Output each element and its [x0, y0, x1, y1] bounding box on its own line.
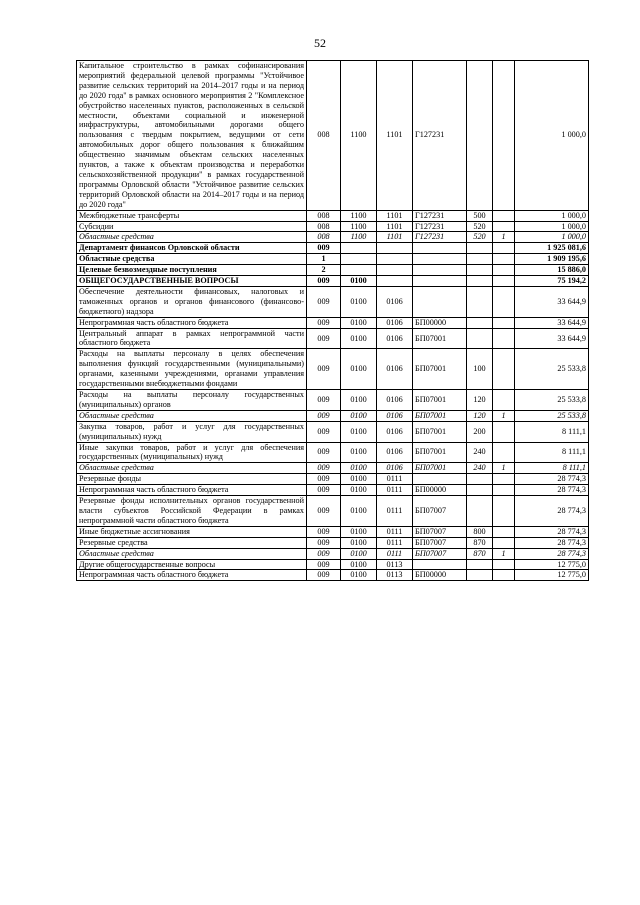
table-row [77, 328, 589, 349]
table-row [77, 496, 589, 527]
item-name-cell: Расходы на выплаты персоналу в целях обеспечения выполнения функций государственными (муниципальными) органами, казенными учреждениями, органами управления государственными внебюджетными фондами [77, 349, 307, 390]
budget-table-body [77, 61, 589, 581]
subsection-code-cell: 1101 [377, 61, 413, 211]
expense-type-cell: 120 [467, 410, 493, 421]
grbs-code-cell: 009 [307, 548, 341, 559]
table-row [77, 232, 589, 243]
grbs-code-cell: 009 [307, 526, 341, 537]
target-article-cell [413, 474, 467, 485]
funding-source-cell [493, 210, 515, 221]
expense-type-cell: 100 [467, 349, 493, 390]
section-code-cell: 0100 [341, 410, 377, 421]
item-name-cell: Областные средства [77, 463, 307, 474]
expense-type-cell [467, 265, 493, 276]
item-name-cell: Областные средства [77, 254, 307, 265]
expense-type-cell: 200 [467, 421, 493, 442]
expense-type-cell [467, 474, 493, 485]
target-article-cell: БП07001 [413, 390, 467, 411]
funding-source-cell: 1 [493, 410, 515, 421]
table-row [77, 276, 589, 287]
grbs-code-cell: 009 [307, 421, 341, 442]
target-article-cell: БП07007 [413, 548, 467, 559]
target-article-cell: БП07001 [413, 442, 467, 463]
amount-cell: 28 774,3 [515, 474, 589, 485]
target-article-cell: Г127231 [413, 221, 467, 232]
target-article-cell [413, 559, 467, 570]
subsection-code-cell: 0111 [377, 548, 413, 559]
table-row [77, 286, 589, 317]
grbs-code-cell: 009 [307, 328, 341, 349]
table-row [77, 485, 589, 496]
table-row [77, 349, 589, 390]
subsection-code-cell [377, 243, 413, 254]
table-row [77, 254, 589, 265]
funding-source-cell: 1 [493, 232, 515, 243]
table-row [77, 243, 589, 254]
item-name-cell: Другие общегосударственные вопросы [77, 559, 307, 570]
subsection-code-cell: 0106 [377, 390, 413, 411]
section-code-cell: 0100 [341, 421, 377, 442]
table-row [77, 526, 589, 537]
amount-cell: 33 644,9 [515, 317, 589, 328]
section-code-cell: 0100 [341, 485, 377, 496]
subsection-code-cell: 0106 [377, 410, 413, 421]
amount-cell: 25 533,8 [515, 349, 589, 390]
section-code-cell: 0100 [341, 474, 377, 485]
subsection-code-cell: 0106 [377, 349, 413, 390]
target-article-cell [413, 243, 467, 254]
subsection-code-cell: 0106 [377, 421, 413, 442]
funding-source-cell: 1 [493, 463, 515, 474]
item-name-cell: Центральный аппарат в рамках непрограммной части областного бюджета [77, 328, 307, 349]
expense-type-cell: 800 [467, 526, 493, 537]
funding-source-cell [493, 537, 515, 548]
section-code-cell: 1100 [341, 221, 377, 232]
section-code-cell: 0100 [341, 570, 377, 581]
table-row [77, 61, 589, 211]
grbs-code-cell: 009 [307, 570, 341, 581]
table-row [77, 570, 589, 581]
target-article-cell: Г127231 [413, 61, 467, 211]
item-name-cell: Расходы на выплаты персоналу государственных (муниципальных) органов [77, 390, 307, 411]
expense-type-cell [467, 243, 493, 254]
expense-type-cell [467, 570, 493, 581]
grbs-code-cell: 008 [307, 221, 341, 232]
subsection-code-cell: 0111 [377, 537, 413, 548]
grbs-code-cell: 009 [307, 463, 341, 474]
expense-type-cell: 240 [467, 442, 493, 463]
grbs-code-cell: 009 [307, 390, 341, 411]
section-code-cell: 0100 [341, 317, 377, 328]
amount-cell: 75 194,2 [515, 276, 589, 287]
grbs-code-cell: 009 [307, 537, 341, 548]
grbs-code-cell: 009 [307, 410, 341, 421]
subsection-code-cell: 0113 [377, 559, 413, 570]
subsection-code-cell: 0111 [377, 526, 413, 537]
grbs-code-cell: 009 [307, 243, 341, 254]
expense-type-cell: 870 [467, 548, 493, 559]
grbs-code-cell: 008 [307, 210, 341, 221]
item-name-cell: Областные средства [77, 410, 307, 421]
target-article-cell: БП07001 [413, 410, 467, 421]
amount-cell: 12 775,0 [515, 570, 589, 581]
subsection-code-cell: 0106 [377, 442, 413, 463]
subsection-code-cell: 0111 [377, 496, 413, 527]
target-article-cell: БП00000 [413, 570, 467, 581]
subsection-code-cell: 1101 [377, 232, 413, 243]
section-code-cell: 0100 [341, 390, 377, 411]
item-name-cell: Резервные фонды [77, 474, 307, 485]
amount-cell: 25 533,8 [515, 410, 589, 421]
amount-cell: 28 774,3 [515, 496, 589, 527]
amount-cell: 12 775,0 [515, 559, 589, 570]
grbs-code-cell: 2 [307, 265, 341, 276]
funding-source-cell [493, 474, 515, 485]
table-row [77, 442, 589, 463]
amount-cell: 28 774,3 [515, 537, 589, 548]
grbs-code-cell: 009 [307, 276, 341, 287]
funding-source-cell [493, 243, 515, 254]
subsection-code-cell [377, 254, 413, 265]
grbs-code-cell: 008 [307, 232, 341, 243]
funding-source-cell [493, 221, 515, 232]
expense-type-cell [467, 276, 493, 287]
amount-cell: 28 774,3 [515, 548, 589, 559]
item-name-cell: Областные средства [77, 548, 307, 559]
section-code-cell [341, 254, 377, 265]
subsection-code-cell [377, 265, 413, 276]
section-code-cell: 0100 [341, 276, 377, 287]
expense-type-cell: 520 [467, 232, 493, 243]
funding-source-cell [493, 265, 515, 276]
amount-cell: 1 000,0 [515, 61, 589, 211]
funding-source-cell [493, 317, 515, 328]
expense-type-cell [467, 559, 493, 570]
target-article-cell [413, 265, 467, 276]
grbs-code-cell: 009 [307, 286, 341, 317]
item-name-cell: Департамент финансов Орловской области [77, 243, 307, 254]
target-article-cell: БП07007 [413, 526, 467, 537]
section-code-cell [341, 265, 377, 276]
amount-cell: 1 000,0 [515, 210, 589, 221]
item-name-cell: Непрограммная часть областного бюджета [77, 570, 307, 581]
subsection-code-cell: 1101 [377, 221, 413, 232]
section-code-cell: 0100 [341, 548, 377, 559]
expense-type-cell [467, 485, 493, 496]
item-name-cell: Резервные фонды исполнительных органов государственной власти субъектов Российской Федерации в рамках непрограммной части областного бюджета [77, 496, 307, 527]
section-code-cell: 1100 [341, 210, 377, 221]
grbs-code-cell: 009 [307, 474, 341, 485]
table-row [77, 548, 589, 559]
target-article-cell: БП00000 [413, 317, 467, 328]
subsection-code-cell: 1101 [377, 210, 413, 221]
target-article-cell: БП07007 [413, 537, 467, 548]
funding-source-cell [493, 61, 515, 211]
target-article-cell [413, 276, 467, 287]
table-row [77, 421, 589, 442]
subsection-code-cell: 0106 [377, 286, 413, 317]
expense-type-cell: 240 [467, 463, 493, 474]
amount-cell: 1 000,0 [515, 232, 589, 243]
section-code-cell: 0100 [341, 496, 377, 527]
subsection-code-cell: 0106 [377, 328, 413, 349]
amount-cell: 8 111,1 [515, 442, 589, 463]
expense-type-cell [467, 254, 493, 265]
section-code-cell: 0100 [341, 442, 377, 463]
expense-type-cell: 120 [467, 390, 493, 411]
expense-type-cell [467, 328, 493, 349]
funding-source-cell [493, 570, 515, 581]
funding-source-cell [493, 442, 515, 463]
amount-cell: 33 644,9 [515, 286, 589, 317]
amount-cell: 1 925 081,6 [515, 243, 589, 254]
table-row [77, 317, 589, 328]
section-code-cell: 0100 [341, 537, 377, 548]
table-row [77, 390, 589, 411]
section-code-cell: 1100 [341, 232, 377, 243]
table-row [77, 410, 589, 421]
subsection-code-cell: 0111 [377, 474, 413, 485]
funding-source-cell [493, 254, 515, 265]
item-name-cell: Непрограммная часть областного бюджета [77, 317, 307, 328]
target-article-cell: БП07007 [413, 496, 467, 527]
table-row [77, 559, 589, 570]
expense-type-cell [467, 317, 493, 328]
target-article-cell [413, 286, 467, 317]
item-name-cell: Обеспечение деятельности финансовых, налоговых и таможенных органов и органов финансового (финансово-бюджетного) надзора [77, 286, 307, 317]
target-article-cell: Г127231 [413, 210, 467, 221]
target-article-cell: БП07001 [413, 328, 467, 349]
subsection-code-cell: 0106 [377, 317, 413, 328]
target-article-cell: Г127231 [413, 232, 467, 243]
amount-cell: 15 886,0 [515, 265, 589, 276]
funding-source-cell [493, 328, 515, 349]
funding-source-cell [493, 286, 515, 317]
item-name-cell: Иные бюджетные ассигнования [77, 526, 307, 537]
funding-source-cell [493, 559, 515, 570]
amount-cell: 33 644,9 [515, 328, 589, 349]
expense-type-cell [467, 286, 493, 317]
amount-cell: 8 111,1 [515, 421, 589, 442]
funding-source-cell [493, 526, 515, 537]
item-name-cell: Капитальное строительство в рамках софинансирования мероприятий федеральной целевой программы "Устойчивое развитие сельских территорий на 2014–2017 годы и на период до 2020 года" в рамках основного мероприятия 2 "Комплексное обустройство населенных пунктов, расположенных в сельской местности, объектами социальной и инженерной инфраструктуры, автомобильными дорогами общего пользования с твердым покрытием, ведущими от сети автомобильных дорог общего пользования к ближайшим общественно значимым объектам сельских населенных пунктов, а также к объектам производства и переработки сельскохозяйственной продукции" в рамках государственной программы Орловской области "Устойчивое развитие сельских территорий Орловской области на 2014–2017 годы и на период до 2020 года" [77, 61, 307, 211]
amount-cell: 28 774,3 [515, 526, 589, 537]
table-row [77, 474, 589, 485]
grbs-code-cell: 009 [307, 317, 341, 328]
subsection-code-cell: 0111 [377, 485, 413, 496]
subsection-code-cell: 0106 [377, 463, 413, 474]
amount-cell: 1 000,0 [515, 221, 589, 232]
target-article-cell [413, 254, 467, 265]
target-article-cell: БП07001 [413, 463, 467, 474]
budget-table [76, 60, 589, 581]
item-name-cell: Закупка товаров, работ и услуг для государственных (муниципальных) нужд [77, 421, 307, 442]
expense-type-cell: 870 [467, 537, 493, 548]
table-row [77, 210, 589, 221]
table-row [77, 537, 589, 548]
section-code-cell: 0100 [341, 328, 377, 349]
subsection-code-cell: 0113 [377, 570, 413, 581]
item-name-cell: Областные средства [77, 232, 307, 243]
amount-cell: 28 774,3 [515, 485, 589, 496]
grbs-code-cell: 1 [307, 254, 341, 265]
grbs-code-cell: 009 [307, 496, 341, 527]
funding-source-cell [493, 390, 515, 411]
amount-cell: 25 533,8 [515, 390, 589, 411]
funding-source-cell [493, 496, 515, 527]
section-code-cell: 0100 [341, 463, 377, 474]
section-code-cell: 0100 [341, 349, 377, 390]
section-code-cell: 0100 [341, 559, 377, 570]
item-name-cell: Иные закупки товаров, работ и услуг для обеспечения государственных (муниципальных) нужд [77, 442, 307, 463]
section-code-cell: 0100 [341, 526, 377, 537]
item-name-cell: Межбюджетные трансферты [77, 210, 307, 221]
grbs-code-cell: 009 [307, 485, 341, 496]
item-name-cell: Целевые безвозмездные поступления [77, 265, 307, 276]
amount-cell: 8 111,1 [515, 463, 589, 474]
amount-cell: 1 909 195,6 [515, 254, 589, 265]
expense-type-cell: 520 [467, 221, 493, 232]
target-article-cell: БП00000 [413, 485, 467, 496]
grbs-code-cell: 008 [307, 61, 341, 211]
grbs-code-cell: 009 [307, 559, 341, 570]
subsection-code-cell [377, 276, 413, 287]
grbs-code-cell: 009 [307, 442, 341, 463]
item-name-cell: Субсидии [77, 221, 307, 232]
grbs-code-cell: 009 [307, 349, 341, 390]
section-code-cell: 0100 [341, 286, 377, 317]
item-name-cell: Резервные средства [77, 537, 307, 548]
table-row [77, 221, 589, 232]
expense-type-cell: 500 [467, 210, 493, 221]
item-name-cell: Непрограммная часть областного бюджета [77, 485, 307, 496]
funding-source-cell [493, 276, 515, 287]
funding-source-cell [493, 349, 515, 390]
item-name-cell: ОБЩЕГОСУДАРСТВЕННЫЕ ВОПРОСЫ [77, 276, 307, 287]
table-row [77, 463, 589, 474]
page-number: 52 [314, 36, 326, 50]
target-article-cell: БП07001 [413, 421, 467, 442]
table-row [77, 265, 589, 276]
expense-type-cell [467, 496, 493, 527]
section-code-cell [341, 243, 377, 254]
target-article-cell: БП07001 [413, 349, 467, 390]
funding-source-cell [493, 421, 515, 442]
expense-type-cell [467, 61, 493, 211]
section-code-cell: 1100 [341, 61, 377, 211]
funding-source-cell: 1 [493, 548, 515, 559]
funding-source-cell [493, 485, 515, 496]
